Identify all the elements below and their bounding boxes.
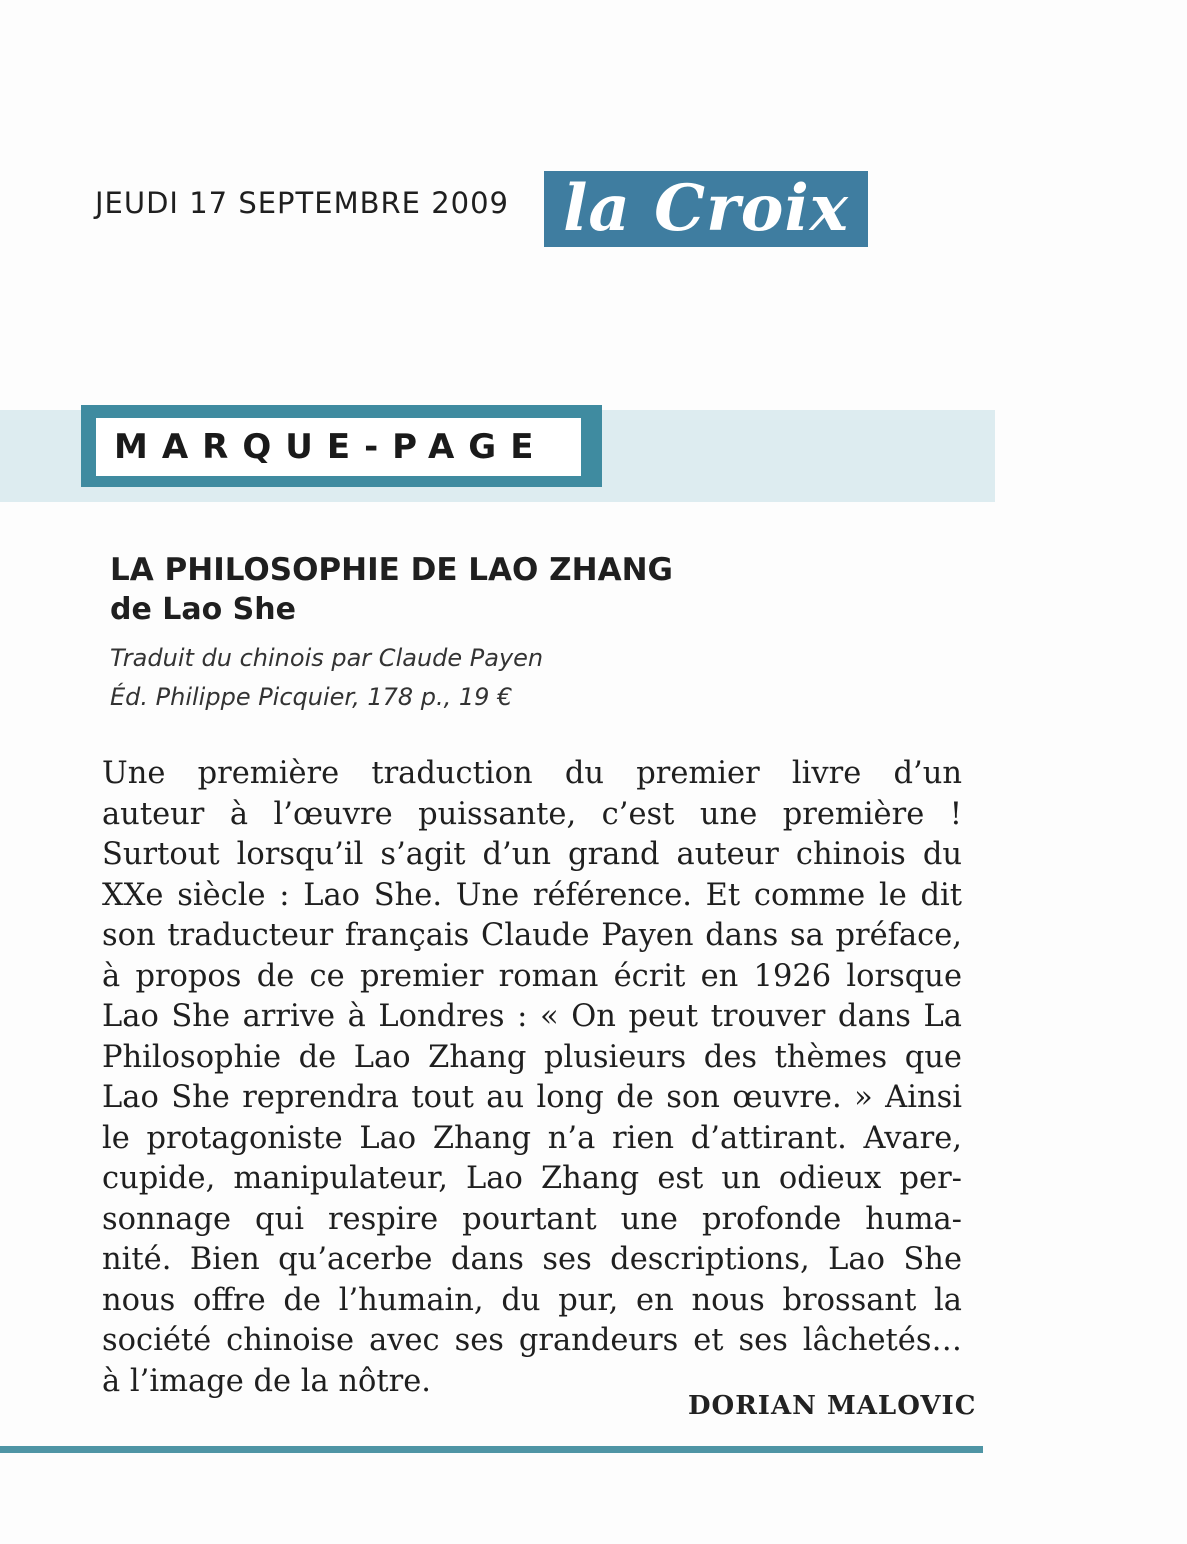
body-line: à l’image de la nôtre. bbox=[102, 1363, 431, 1399]
body-line: nité. Bien qu’acerbe dans ses descriptions, Lao She bbox=[102, 1242, 962, 1277]
body-line: cupide, manipulateur, Lao Zhang est un odieux per- bbox=[102, 1161, 962, 1196]
section-label: MARQUE-PAGE bbox=[96, 418, 581, 476]
body-line: sonnage qui respire pourtant une profonde huma- bbox=[102, 1201, 962, 1237]
body-line: Philosophie de Lao Zhang plusieurs des thèmes que bbox=[102, 1039, 962, 1075]
body-line: nous offre de l’humain, du pur, en nous brossant la bbox=[102, 1282, 962, 1318]
body-line: le protagoniste Lao Zhang n’a rien d’attirant. Avare, bbox=[102, 1120, 962, 1156]
publication-date: JEUDI 17 SEPTEMBRE 2009 bbox=[95, 186, 509, 220]
bottom-rule bbox=[0, 1446, 983, 1453]
article-author: de Lao She bbox=[110, 592, 296, 627]
translation-credit: Traduit du chinois par Claude Payen bbox=[110, 644, 544, 672]
body-line: à propos de ce premier roman écrit en 1926 lorsque bbox=[102, 958, 962, 994]
article-title: LA PHILOSOPHIE DE LAO ZHANG bbox=[110, 552, 673, 588]
body-line: Lao She arrive à Londres : « On peut trouver dans La bbox=[102, 999, 962, 1034]
body-line: son traducteur français Claude Payen dans sa préface, bbox=[102, 918, 962, 953]
body-line: Lao She reprendra tout au long de son œuvre. » Ainsi bbox=[102, 1080, 962, 1115]
article-body bbox=[102, 754, 962, 1402]
body-line: XXe siècle : Lao She. Une référence. Et comme le dit bbox=[102, 877, 962, 913]
body-line: auteur à l’œuvre puissante, c’est une première ! bbox=[102, 796, 962, 832]
body-line: société chinoise avec ses grandeurs et ses lâchetés… bbox=[102, 1323, 962, 1358]
body-line: Surtout lorsqu’il s’agit d’un grand auteur chinois du bbox=[102, 837, 962, 872]
publication-info: Éd. Philippe Picquier, 178 p., 19 € bbox=[110, 683, 513, 711]
newspaper-logo: la Croix bbox=[544, 171, 868, 247]
article-signature: DORIAN MALOVIC bbox=[688, 1391, 977, 1421]
body-line: Une première traduction du premier livre d’un bbox=[102, 756, 962, 791]
